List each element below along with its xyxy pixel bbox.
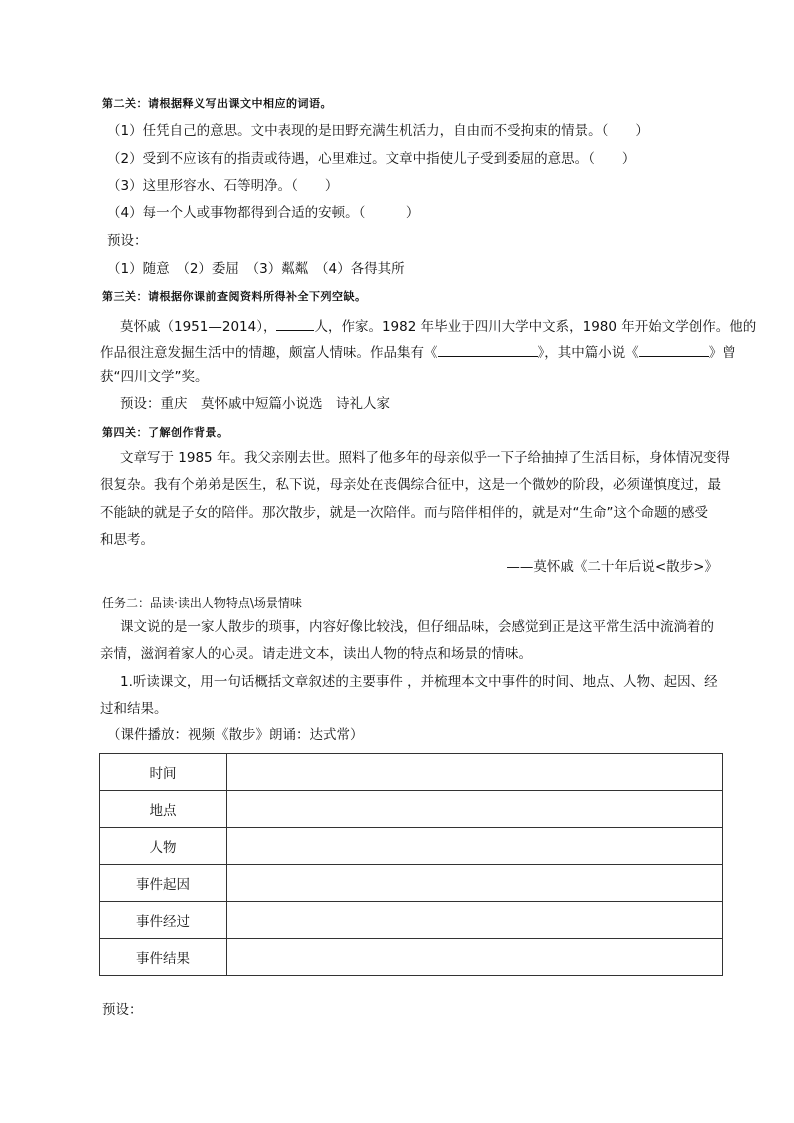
table-row [100, 754, 723, 791]
level2-item-1: （1）任凭自己的意思。文中表现的是田野充满生机活力，自由而不受拘束的情景。（ ） [107, 123, 649, 139]
level3-line-2 [100, 344, 736, 361]
level2-preset-label: 预设： [107, 233, 148, 249]
answer-cell-people[interactable] [227, 828, 723, 865]
task2-intro-2: 亲情，滋润着家人的心灵。请走进文本，读出人物的特点和场景的情味。 [100, 646, 532, 662]
level3-line-2-start: 作品很注意发掘生活中的情趣，颇富人情味。作品集有《 [100, 345, 438, 361]
level3-line-3: 获“四川文学”奖。 [100, 369, 209, 385]
fill-blank-hometown[interactable] [276, 318, 314, 331]
level4-line-2: 很复杂。我有个弟弟是医生，私下说，母亲处在丧偶综合征中，这是一个微妙的阶段，必须谨慎度过，最 [100, 477, 721, 493]
level3-line-1-end: 人，作家。1982 年毕业于四川大学中文系，1980 年开始文学创作。他的 [314, 319, 757, 335]
level4-source: ——莫怀戚《二十年后说<散步>》 [506, 559, 718, 575]
task2-question-1: 1.听读课文，用一句话概括文章叙述的主要事件 ，并梳理本文中事件的时间、地点、人物、起因、经 [120, 674, 718, 690]
row-label-people: 人物 [100, 828, 227, 865]
table-row [100, 939, 723, 976]
level4-line-3: 不能缺的就是子女的陪伴。那次散步，就是一次陪伴。而与陪伴相伴的，就是对“生命”这个命题的感受 [100, 505, 708, 521]
level2-heading: 第二关：请根据释义写出课文中相应的词语。 [102, 97, 332, 110]
level2-item-4: （4）每一个人或事物都得到合适的安顿。（ ） [107, 205, 420, 221]
answer-cell-result[interactable] [227, 939, 723, 976]
task2-preset-label: 预设： [102, 1002, 143, 1018]
table-row [100, 828, 723, 865]
level4-line-1: 文章写于 1985 年。我父亲刚去世。照料了他多年的母亲似乎一下子给抽掉了生活目标，身体情况变得 [120, 450, 730, 466]
level2-item-2: （2）受到不应该有的指责或待遇，心里难过。文章中指使儿子受到委屈的意思。（ ） [107, 151, 636, 167]
task2-intro-1: 课文说的是一家人散步的琐事，内容好像比较浅，但仔细品味，会感觉到正是这平常生活中流淌着的 [120, 619, 714, 635]
level3-line-2-mid: 》，其中篇小说《 [537, 345, 639, 361]
level3-preset: 预设：重庆 莫怀戚中短篇小说选 诗礼人家 [120, 396, 390, 412]
row-label-result: 事件结果 [100, 939, 227, 976]
row-label-place: 地点 [100, 791, 227, 828]
fill-blank-collection[interactable] [438, 344, 538, 357]
fill-blank-novella[interactable] [639, 344, 709, 357]
table-row [100, 865, 723, 902]
answer-cell-cause[interactable] [227, 865, 723, 902]
answer-cell-place[interactable] [227, 791, 723, 828]
task2-media-note: （课件播放：视频《散步》朗诵：达式常） [107, 727, 364, 743]
table-row [100, 791, 723, 828]
level3-line-1-start: 莫怀戚（1951—2014）， [120, 319, 277, 335]
row-label-cause: 事件起因 [100, 865, 227, 902]
answer-cell-time[interactable] [227, 754, 723, 791]
event-summary-table [99, 753, 723, 976]
level2-item-3: （3）这里形容水、石等明净。（ ） [107, 178, 339, 194]
task2-question-1-cont: 过和结果。 [100, 701, 168, 717]
row-label-time: 时间 [100, 754, 227, 791]
level2-preset-answer: （1）随意 （2）委屈 （3）粼粼 （4）各得其所 [107, 261, 405, 277]
level3-line-1 [120, 318, 756, 335]
level3-heading: 第三关：请根据你课前查阅资料所得补全下列空缺。 [102, 290, 367, 303]
table-row [100, 902, 723, 939]
row-label-process: 事件经过 [100, 902, 227, 939]
task2-title: 任务二：品读·读出人物特点\场景情味 [102, 596, 302, 610]
answer-cell-process[interactable] [227, 902, 723, 939]
level3-line-2-end: 》曾 [708, 345, 736, 361]
level4-heading: 第四关：了解创作背景。 [102, 426, 229, 439]
level4-line-4: 和思考。 [100, 532, 154, 548]
